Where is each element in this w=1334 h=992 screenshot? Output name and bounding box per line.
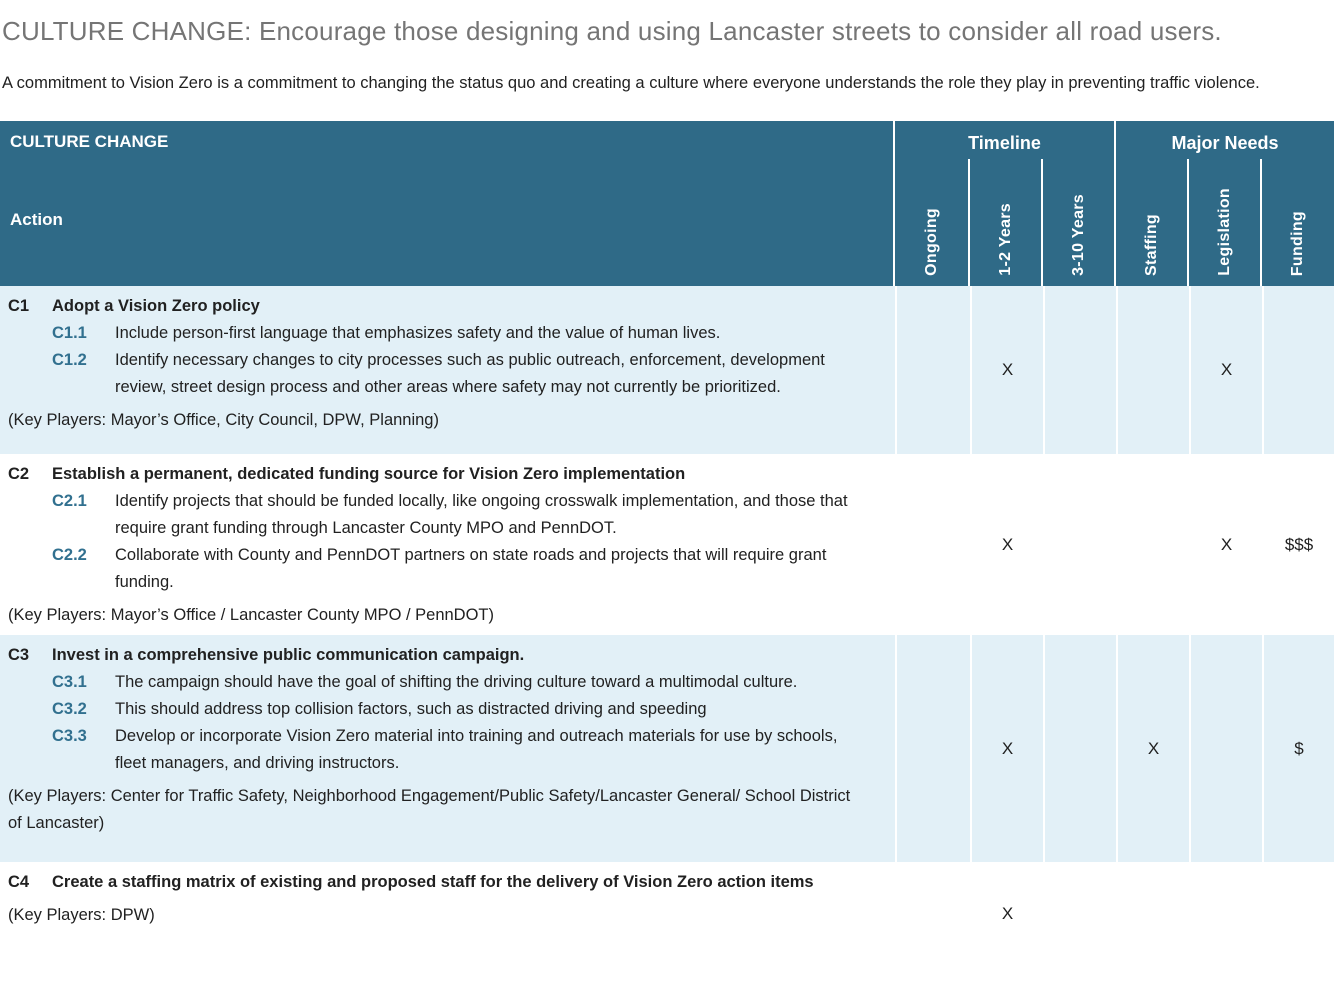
action-cell-c1 bbox=[0, 286, 895, 454]
sub-item-code: C3.2 bbox=[52, 700, 87, 718]
mark-cell-ongoing bbox=[895, 286, 970, 454]
column-header-1-2-years-label: 1-2 Years bbox=[996, 203, 1014, 276]
sub-item-text: Identify necessary changes to city processes such as public outreach, enforcement, development review, street design process and other areas where safety may not currently be prioritized. bbox=[115, 351, 825, 396]
action-code: C4 bbox=[8, 873, 30, 891]
column-header-staffing-label: Staffing bbox=[1142, 214, 1160, 276]
sub-item bbox=[52, 723, 855, 777]
mark-cell-funding: $ bbox=[1262, 635, 1334, 862]
page-title: CULTURE CHANGE: Encourage those designing and using Lancaster streets to consider all road users. bbox=[2, 16, 1222, 46]
action-code: C1 bbox=[8, 297, 30, 315]
mark-cell-ongoing bbox=[895, 454, 970, 635]
mark-cell-3-10-years bbox=[1043, 862, 1116, 966]
mark-cell-3-10-years bbox=[1043, 286, 1116, 454]
sub-item-text: Identify projects that should be funded locally, like ongoing crosswalk implementation, and those that require grant funding through Lancaster County MPO and PennDOT. bbox=[115, 492, 848, 537]
action-title: Invest in a comprehensive public communication campaign. bbox=[52, 646, 525, 664]
column-header-legislation bbox=[1189, 159, 1262, 286]
mark-cell-funding: $$$ bbox=[1262, 454, 1334, 635]
column-header-3-10-years bbox=[1043, 159, 1116, 286]
mark-cell-legislation: X bbox=[1189, 286, 1262, 454]
action-cell-c2 bbox=[0, 454, 895, 635]
sub-item-text: Include person-first language that emphasizes safety and the value of human lives. bbox=[115, 324, 721, 342]
mark-cell-ongoing bbox=[895, 862, 970, 966]
sub-item-code: C3.1 bbox=[52, 673, 87, 691]
table-header bbox=[0, 121, 1334, 286]
mark-cell-staffing: X bbox=[1116, 635, 1189, 862]
mark-cell-1-2-years: X bbox=[970, 286, 1043, 454]
action-code: C3 bbox=[8, 646, 30, 664]
action-cell-c3 bbox=[0, 635, 895, 862]
sub-item-text: Develop or incorporate Vision Zero material into training and outreach materials for use by schools, fleet managers, and driving instructors. bbox=[115, 727, 838, 772]
action-title: Establish a permanent, dedicated funding source for Vision Zero implementation bbox=[52, 465, 686, 483]
sub-item bbox=[52, 696, 855, 723]
action-cell-c4 bbox=[0, 862, 895, 966]
mark-cell-3-10-years bbox=[1043, 454, 1116, 635]
mark-cell-legislation bbox=[1189, 862, 1262, 966]
sub-item-text: The campaign should have the goal of shifting the driving culture toward a multimodal culture. bbox=[115, 673, 798, 691]
key-players: (Key Players: Mayor’s Office, City Council, DPW, Planning) bbox=[8, 411, 439, 429]
action-code: C2 bbox=[8, 465, 30, 483]
column-header-ongoing bbox=[895, 159, 970, 286]
mark-cell-staffing bbox=[1116, 454, 1189, 635]
action-title: Create a staffing matrix of existing and proposed staff for the delivery of Vision Zero action items bbox=[52, 873, 814, 891]
mark-cell-funding bbox=[1262, 286, 1334, 454]
sub-item bbox=[52, 347, 855, 401]
mark-cell-3-10-years bbox=[1043, 635, 1116, 862]
sub-item bbox=[52, 488, 855, 542]
column-header-funding bbox=[1262, 159, 1334, 286]
column-header-3-10-years-label: 3-10 Years bbox=[1069, 194, 1087, 276]
key-players: (Key Players: Center for Traffic Safety, Neighborhood Engagement/Public Safety/Lancaster General/ School District of Lancaster) bbox=[8, 787, 851, 832]
mark-cell-staffing bbox=[1116, 286, 1189, 454]
table-row-c4 bbox=[0, 862, 1334, 966]
column-header-staffing bbox=[1116, 159, 1189, 286]
sub-item bbox=[52, 542, 855, 596]
sub-item-code: C1.1 bbox=[52, 324, 87, 342]
table-row-c2 bbox=[0, 454, 1334, 635]
action-column-label: Action bbox=[10, 210, 63, 229]
sub-item-code: C3.3 bbox=[52, 727, 87, 745]
sub-item bbox=[52, 320, 855, 347]
culture-change-table bbox=[0, 121, 1334, 966]
key-players: (Key Players: Mayor’s Office / Lancaster County MPO / PennDOT) bbox=[8, 606, 495, 624]
header-action-cell bbox=[0, 121, 895, 286]
sub-item-text: Collaborate with County and PennDOT partners on state roads and projects that will require grant funding. bbox=[115, 546, 827, 591]
group-header-timeline: Timeline bbox=[895, 121, 1116, 159]
table-title: CULTURE CHANGE bbox=[10, 132, 169, 151]
column-header-1-2-years bbox=[970, 159, 1043, 286]
mark-cell-staffing bbox=[1116, 862, 1189, 966]
mark-cell-1-2-years: X bbox=[970, 862, 1043, 966]
sub-item bbox=[52, 669, 855, 696]
column-header-funding-label: Funding bbox=[1289, 210, 1306, 276]
column-header-ongoing-label: Ongoing bbox=[922, 208, 940, 276]
mark-cell-ongoing bbox=[895, 635, 970, 862]
mark-cell-funding bbox=[1262, 862, 1334, 966]
mark-cell-1-2-years: X bbox=[970, 635, 1043, 862]
table-row-c1 bbox=[0, 286, 1334, 454]
intro-paragraph: A commitment to Vision Zero is a commitment to changing the status quo and creating a culture where everyone understands the role they play in preventing traffic violence. bbox=[2, 74, 1260, 92]
sub-item-code: C2.1 bbox=[52, 492, 87, 510]
column-header-legislation-label: Legislation bbox=[1215, 188, 1233, 276]
mark-cell-legislation bbox=[1189, 635, 1262, 862]
mark-cell-legislation: X bbox=[1189, 454, 1262, 635]
action-title: Adopt a Vision Zero policy bbox=[52, 297, 260, 315]
table-row-c3 bbox=[0, 635, 1334, 862]
key-players: (Key Players: DPW) bbox=[8, 906, 155, 924]
mark-cell-1-2-years: X bbox=[970, 454, 1043, 635]
sub-item-text: This should address top collision factors, such as distracted driving and speeding bbox=[115, 700, 707, 718]
group-header-major-needs: Major Needs bbox=[1171, 132, 1279, 153]
sub-item-code: C2.2 bbox=[52, 546, 87, 564]
sub-item-code: C1.2 bbox=[52, 351, 87, 369]
